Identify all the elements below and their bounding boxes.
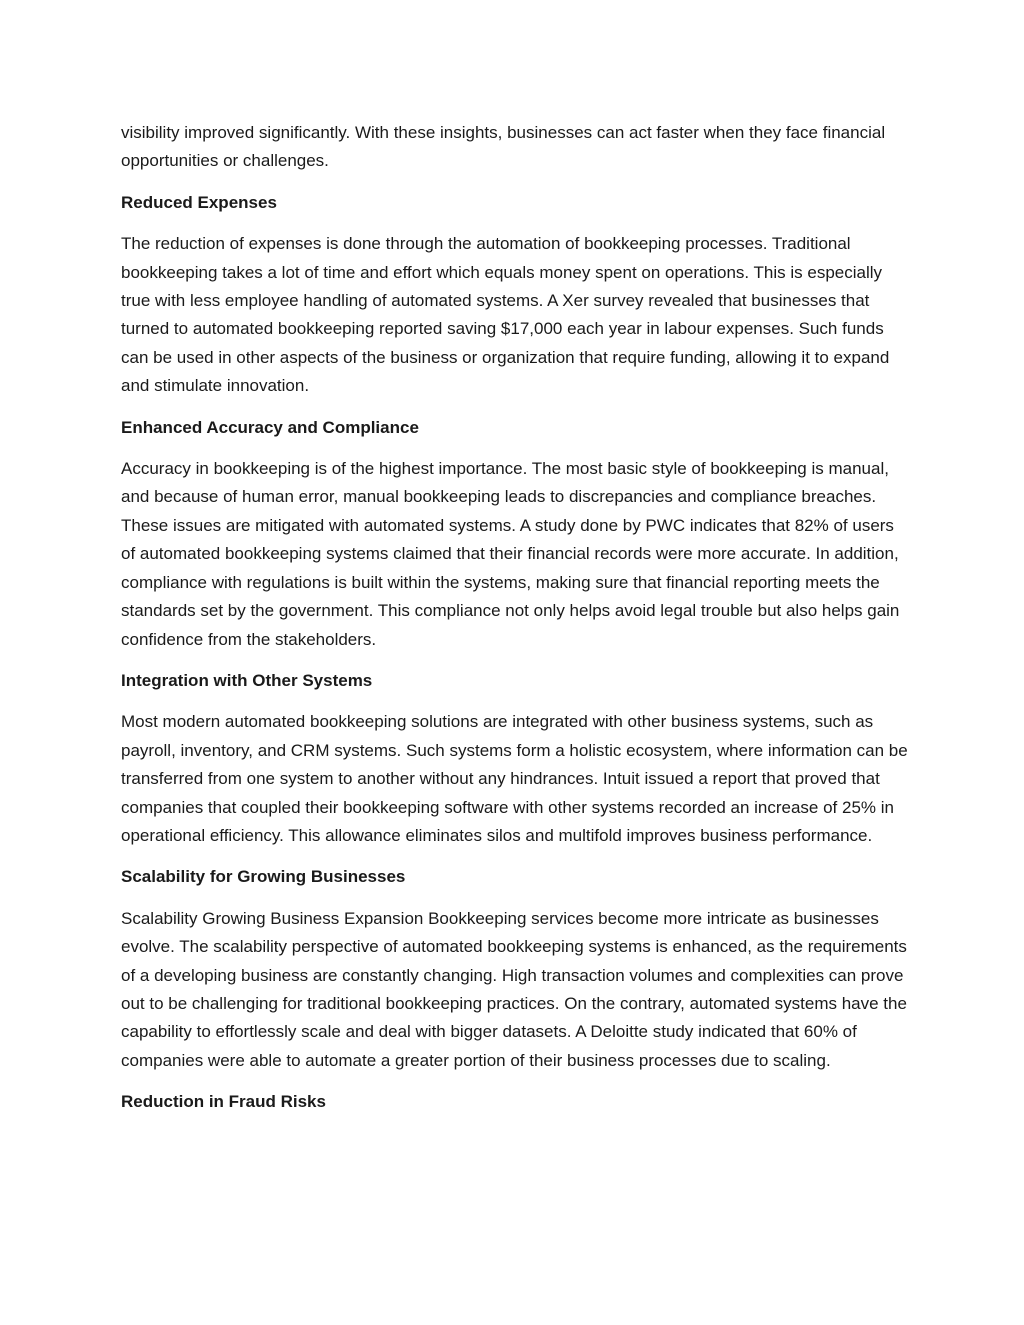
section-heading-reduced-expenses: Reduced Expenses — [121, 192, 277, 212]
section-body-reduced-expenses: The reduction of expenses is done through the automation of bookkeeping processes. Traditional bookkeeping takes a lot of time and effort which equals money spent on operations. This is especially true with less employee handling of automated systems. A Xer survey revealed that businesses that turned to automated bookkeeping reported saving $17,000 each year in labour expenses. Such funds can be used in other aspects of the business or organization that require funding, allowing it to expand and stimulate innovation. — [121, 234, 890, 396]
section-heading-accuracy-compliance: Enhanced Accuracy and Compliance — [121, 417, 419, 437]
section-heading-fraud-risks: Reduction in Fraud Risks — [121, 1092, 326, 1112]
intro-paragraph: visibility improved significantly. With these insights, businesses can act faster when they face financial opportunities or challenges. — [121, 123, 886, 171]
section-heading-scalability: Scalability for Growing Businesses — [121, 867, 406, 887]
section-body-scalability: Scalability Growing Business Expansion Bookkeeping services become more intricate as businesses evolve. The scalability perspective of automated bookkeeping systems is enhanced, as the requirements of a developing business are constantly changing. High transaction volumes and complexities can prove out to be challenging for traditional bookkeeping practices. On the contrary, automated systems have the capability to effortlessly scale and deal with bigger datasets. A Deloitte study indicated that 60% of companies were able to automate a greater portion of their business processes due to scaling. — [121, 908, 907, 1070]
document-page — [121, 119, 911, 1130]
section-body-integration: Most modern automated bookkeeping solutions are integrated with other business systems, such as payroll, inventory, and CRM systems. Such systems form a holistic ecosystem, where information can be transferred from one system to another without any hindrances. Intuit issued a report that proved that companies that coupled their bookkeeping software with other systems recorded an increase of 25% in operational efficiency. This allowance eliminates silos and multifold improves business performance. — [121, 712, 908, 845]
section-heading-integration: Integration with Other Systems — [121, 670, 373, 690]
section-body-accuracy-compliance: Accuracy in bookkeeping is of the highest importance. The most basic style of bookkeeping is manual, and because of human error, manual bookkeeping leads to discrepancies and compliance breaches. These issues are mitigated with automated systems. A study done by PWC indicates that 82% of users of automated bookkeeping systems claimed that their financial records were more accurate. In addition, compliance with regulations is built within the systems, making sure that financial reporting meets the standards set by the government. This compliance not only helps avoid legal trouble but also helps gain confidence from the stakeholders. — [121, 459, 900, 649]
